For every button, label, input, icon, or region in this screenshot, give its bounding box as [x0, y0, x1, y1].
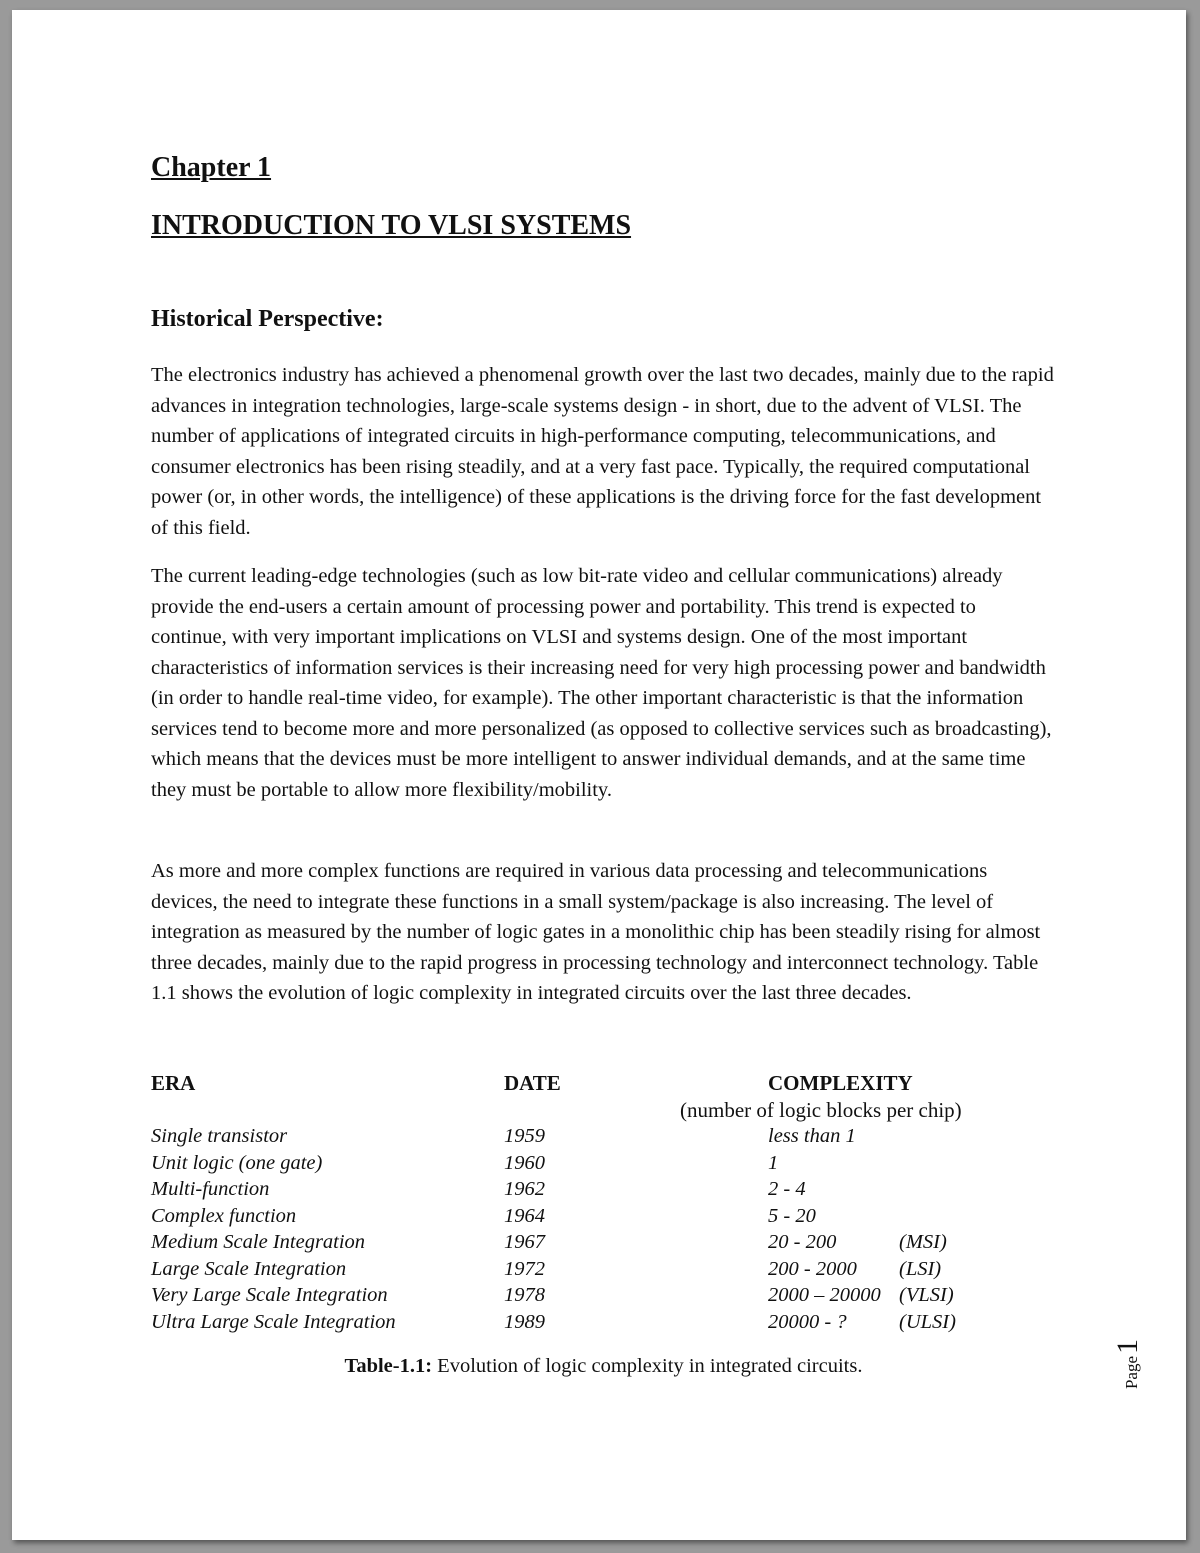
cell-date: 1967 — [504, 1231, 545, 1253]
cell-complexity: 2 - 4 — [768, 1178, 806, 1200]
table-row — [151, 1178, 1056, 1204]
cell-date: 1978 — [504, 1284, 545, 1306]
cell-era: Medium Scale Integration — [151, 1231, 366, 1253]
header-complexity: COMPLEXITY — [768, 1071, 913, 1095]
cell-abbr: (LSI) — [899, 1257, 942, 1280]
document-page — [12, 10, 1186, 1540]
cell-complexity: 200 - 2000 — [768, 1257, 857, 1280]
header-complexity-sub: (number of logic blocks per chip) — [680, 1098, 962, 1122]
cell-era: Ultra Large Scale Integration — [151, 1310, 396, 1333]
table-row — [151, 1231, 1056, 1257]
cell-date: 1964 — [504, 1204, 545, 1227]
cell-date: 1989 — [504, 1310, 545, 1333]
table-row — [151, 1125, 1056, 1151]
cell-complexity: 20000 - ? — [768, 1310, 847, 1333]
paragraph-1: The electronics industry has achieved a phenomenal growth over the last two decades, mainly due to the rapid advances in integration technologies, large-scale systems design - in short, due to the advent of VLSI. The number of applications of integrated circuits in high-performance computing, telecommunications, and consumer electronics has been rising steadily, and at a very fast pace. Typically, the required computational power (or, in other words, the intelligence) of these applications is the driving force for the fast development of this field. — [151, 364, 1054, 539]
cell-abbr: (ULSI) — [899, 1310, 956, 1333]
table-row — [151, 1205, 1056, 1231]
page-number-value: 1 — [1111, 1338, 1144, 1354]
section-heading: Historical Perspective: — [151, 306, 384, 332]
cell-abbr: (VLSI) — [899, 1284, 954, 1306]
cell-date: 1962 — [504, 1178, 545, 1200]
table-row — [151, 1311, 1056, 1337]
table-row — [151, 1284, 1056, 1310]
cell-era: Very Large Scale Integration — [151, 1284, 388, 1306]
caption-text: Evolution of logic complexity in integrated circuits. — [432, 1355, 863, 1377]
cell-date: 1959 — [504, 1125, 545, 1147]
table-row — [151, 1258, 1056, 1284]
cell-complexity: less than 1 — [768, 1125, 856, 1147]
cell-era: Large Scale Integration — [151, 1257, 347, 1280]
page-word: Page — [1122, 1355, 1141, 1390]
page-number — [1113, 1333, 1143, 1395]
cell-era: Single transistor — [151, 1125, 288, 1147]
chapter-label: Chapter 1 — [151, 152, 272, 183]
table-row — [151, 1152, 1056, 1178]
cell-era: Complex function — [151, 1204, 297, 1227]
cell-complexity: 1 — [768, 1151, 779, 1174]
cell-date: 1960 — [504, 1151, 545, 1174]
cell-complexity: 2000 – 20000 — [768, 1284, 881, 1306]
paragraph-2: The current leading-edge technologies (such as low bit-rate video and cellular communications) already provide the end-users a certain amount of processing power and portability. This trend is expected to continue, with very important implications on VLSI and systems design. One of the most important characteristics of information services is their increasing need for very high processing power and bandwidth (in order to handle real-time video, for example). The other important characteristic is that the information services tend to become more and more personalized (as opposed to collective services such as broadcasting), which means that the devices must be more intelligent to answer individual demands, and at the same time they must be portable to allow more flexibility/mobility. — [151, 565, 1052, 801]
cell-era: Unit logic (one gate) — [151, 1151, 323, 1174]
cell-date: 1972 — [504, 1257, 545, 1280]
caption-label: Table-1.1: — [344, 1355, 433, 1377]
paragraph-3: As more and more complex functions are required in various data processing and telecommunications devices, the need to integrate these functions in a small system/package is also increasing. The level of integration as measured by the number of logic gates in a monolithic chip has been steadily rising for almost three decades, mainly due to the rapid progress in processing technology and interconnect technology. Table 1.1 shows the evolution of logic complexity in integrated circuits over the last three decades. — [151, 860, 1041, 1004]
cell-abbr: (MSI) — [899, 1231, 947, 1253]
chapter-title: INTRODUCTION TO VLSI SYSTEMS — [151, 210, 632, 241]
cell-complexity: 5 - 20 — [768, 1204, 816, 1227]
cell-complexity: 20 - 200 — [768, 1231, 837, 1253]
header-era: ERA — [151, 1071, 196, 1095]
header-date: DATE — [504, 1071, 561, 1095]
cell-era: Multi-function — [151, 1178, 270, 1200]
table-caption — [151, 1355, 1056, 1378]
